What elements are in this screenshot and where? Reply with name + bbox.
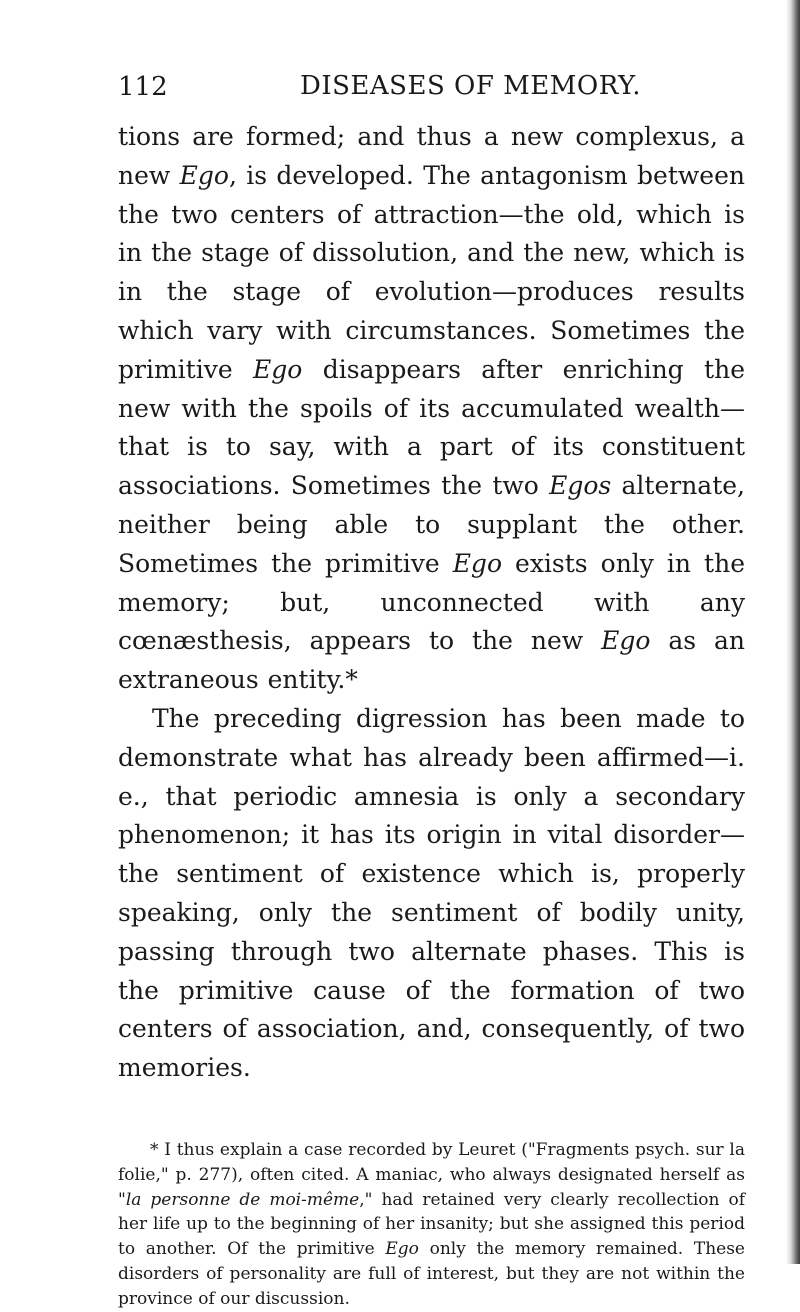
paragraph-1-text: alternate, neither being able to supplant the other. Sometimes the primitive <box>118 471 745 578</box>
egos-term: Egos <box>549 471 612 501</box>
footnote-italic-phrase: la personne de moi-même <box>125 1189 360 1210</box>
ego-term: Ego <box>601 626 651 656</box>
page-edge-shadow <box>786 0 800 1264</box>
paragraph-1-text: , is developed. The antagonism between the two centers of attraction—the old, which is in the stage of dissolution, and the new, which is in the stage of evolution—produces results which vary with circumstances. Sometimes the primitive <box>118 160 745 384</box>
running-head: DISEASES OF MEMORY. <box>300 71 642 101</box>
footnote-text: only the memory remained. These disorders of personality are full of interest, but they are not within the province of our discussion. <box>118 1239 745 1309</box>
ego-term: Ego <box>179 160 229 190</box>
paragraph-1-text: as an extraneous entity.* <box>118 626 745 695</box>
paragraph-1-text: exists only in the memory; but, unconnected with any cœnæsthesis, appears to the new <box>118 548 745 656</box>
paragraph-2: The preceding digression has been made to demonstrate what has already been affirmed—i. e., that periodic amnesia is only a secondary phenomenon; it has its origin in vital disorder—the sentiment of existence which is, properly speaking, only the sentiment of bodily unity, passing through two alternate phases. This is the primitive cause of the formation of two centers of association, and, consequently, of two memories. <box>118 703 745 1083</box>
ego-term: Ego <box>253 354 303 384</box>
paragraph-1-text: tions are formed; and thus a new complexus, a new <box>118 122 745 190</box>
page-number: 112 <box>118 72 168 102</box>
paragraph-1-text: disappears after enriching the new with the spoils of its accumulated wealth—that is to say, with a part of its constituent associations. Sometimes the two <box>118 354 745 501</box>
footnote <box>118 1138 745 1312</box>
ego-term: Ego <box>385 1239 419 1260</box>
body-text <box>118 118 745 1088</box>
paragraph-1 <box>118 118 745 700</box>
footnote-text: * I thus explain a case recorded by Leuret ("Fragments psych. sur la folie," p. 277), often cited. A maniac, who always designated herself as " <box>118 1140 745 1210</box>
ego-term: Ego <box>452 548 502 578</box>
footnote-text: ," had retained very clearly recollection of her life up to the beginning of her insanity; but she assigned this period to another. Of the primitive <box>118 1189 745 1260</box>
